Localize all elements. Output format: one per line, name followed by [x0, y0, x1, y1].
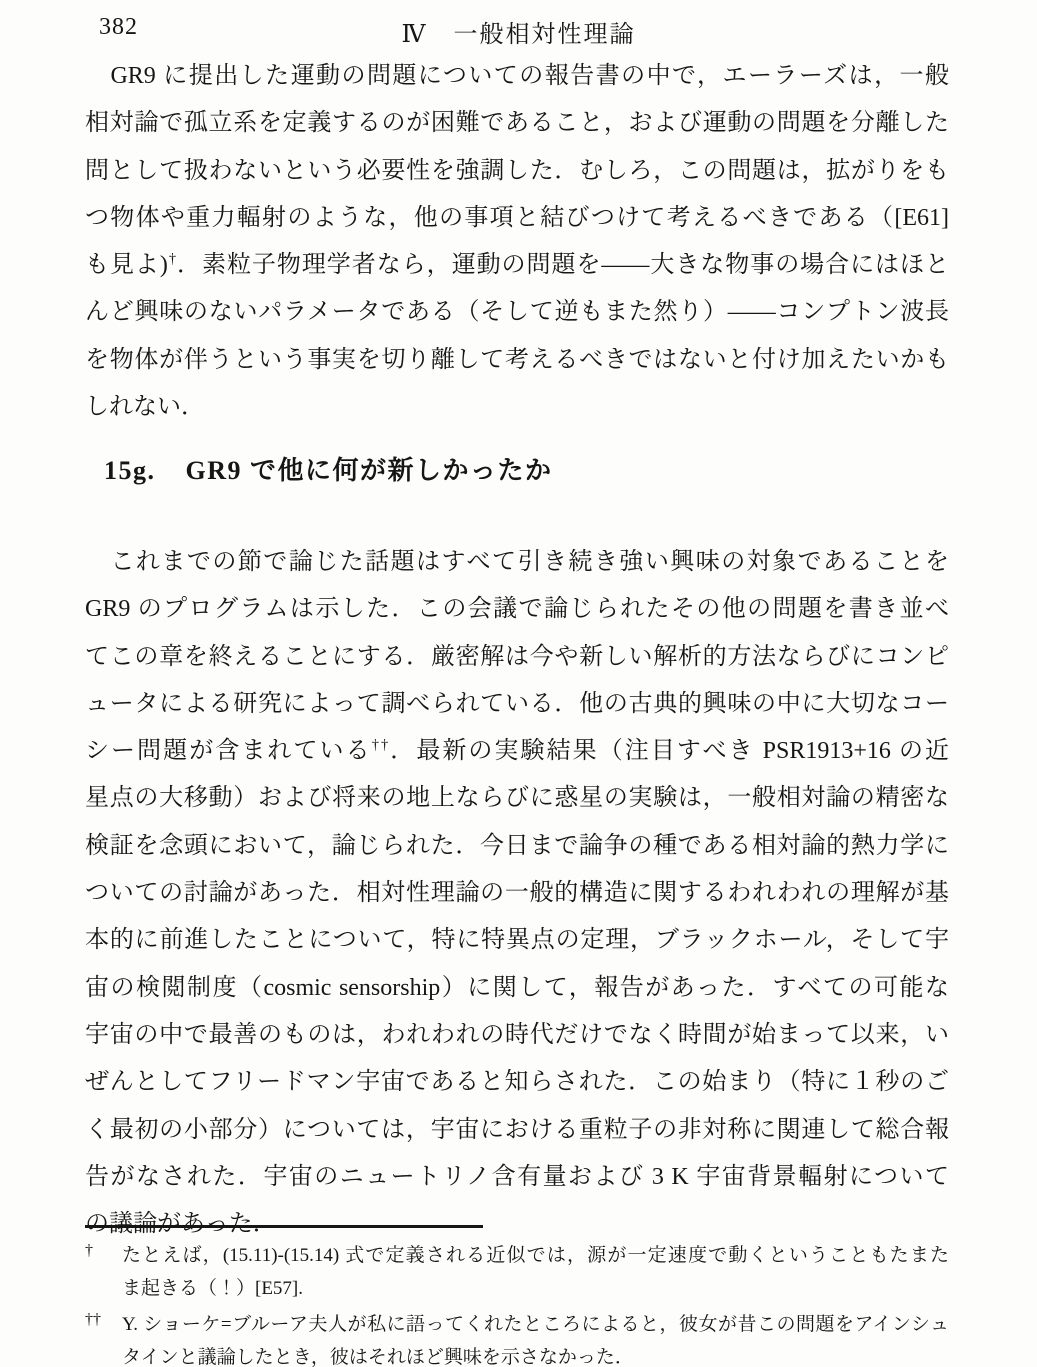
text-line: んど興味のないパラメータである（そして逆もまた然り）——コンプトン波長	[85, 299, 949, 326]
footnote-marker-dagger: †	[85, 1242, 93, 1259]
footnote-text	[122, 1239, 949, 1305]
text-line: GR9 のプログラムは示した．この会議で論じられたその他の問題を書き並べ	[85, 596, 949, 623]
footnotes-section	[85, 1225, 949, 1367]
text-line: シー問題が含まれている††．最新の実験結果（注目すべき PSR1913+16 の近	[85, 737, 949, 765]
section-heading	[104, 450, 553, 487]
text-line: 本的に前進したことについて，特に特異点の定理，ブラックホール，そして宇	[85, 927, 949, 954]
section-title: GR9 で他に何が新しかったか	[185, 456, 553, 485]
text-line: タインと議論したとき，彼はそれほど興味を示さなかった．	[122, 1347, 634, 1367]
text-line: を物体が伴うという事実を切り離して考えるべきではないと付け加えたいかも	[85, 346, 949, 373]
text-line: も見よ)†．素粒子物理学者なら，運動の問題を——大きな物事の場合にはほと	[85, 251, 949, 279]
text-line: Y. ショーケ=ブルーア夫人が私に語ってくれたところによると，彼女が昔この問題をアインシュ	[122, 1314, 949, 1335]
page-header	[0, 14, 1037, 46]
footnote-divider	[85, 1225, 483, 1228]
text-line: く最初の小部分）については，宇宙における重粒子の非対称に関連して総合報	[85, 1116, 949, 1143]
footnote-2	[85, 1308, 949, 1367]
paragraph-gr9-new-topics	[85, 539, 949, 1248]
text-line: たとえば，(15.11)-(15.14) 式で定義される近似では，源が一定速度で動くということもたまた	[122, 1245, 949, 1266]
page-number: 382	[99, 14, 138, 40]
text-line: GR9 に提出した運動の問題についての報告書の中で，エーラーズは，一般	[85, 63, 949, 89]
text-line: 告がなされた．宇宙のニュートリノ含有量および 3 K 宇宙背景輻射について	[85, 1163, 949, 1190]
text-line: これまでの節で論じた話題はすべて引き続き強い興味の対象であることを	[85, 549, 949, 575]
footnote-marker-double-dagger: ††	[85, 1311, 101, 1328]
text-line: つ物体や重力輻射のような，他の事項と結びつけて考えるべきである（[E61]	[85, 204, 949, 231]
section-number: 15g.	[104, 456, 156, 485]
footnote-text	[122, 1308, 949, 1367]
text-line: ぜんとしてフリードマン宇宙であると知らされた．この始まり（特に１秒のご	[85, 1069, 949, 1096]
text-line: ついての討論があった．相対性理論の一般的構造に関するわれわれの理解が基	[85, 880, 949, 907]
text-line: 相対論で孤立系を定義するのが困難であること，および運動の問題を分離した	[85, 110, 949, 137]
text-line: しれない．	[85, 394, 205, 421]
text-line: ま起きる（！）[E57].	[122, 1278, 304, 1299]
paragraph-motion-problem	[85, 53, 949, 431]
text-line: 検証を念頭において，論じられた．今日まで論争の種である相対論的熱力学に	[85, 832, 949, 859]
footnote-1	[85, 1239, 949, 1305]
chapter-title: Ⅳ 一般相対性理論	[401, 22, 636, 48]
text-line: 宙の検閲制度（cosmic sensorship）に関して，報告があった．すべての可能な	[85, 974, 949, 1001]
text-line: 星点の大移動）および将来の地上ならびに惑星の実験は，一般相対論の精密な	[85, 785, 949, 812]
text-line: てこの章を終えることにする．厳密解は今や新しい解析的方法ならびにコンピ	[85, 643, 949, 670]
text-line: 宇宙の中で最善のものは，われわれの時代だけでなく時間が始まって以来，い	[85, 1021, 949, 1048]
text-line: ュータによる研究によって調べられている．他の古典的興味の中に大切なコー	[85, 690, 949, 717]
text-line: 問として扱わないという必要性を強調した．むしろ，この問題は，拡がりをも	[85, 157, 949, 184]
